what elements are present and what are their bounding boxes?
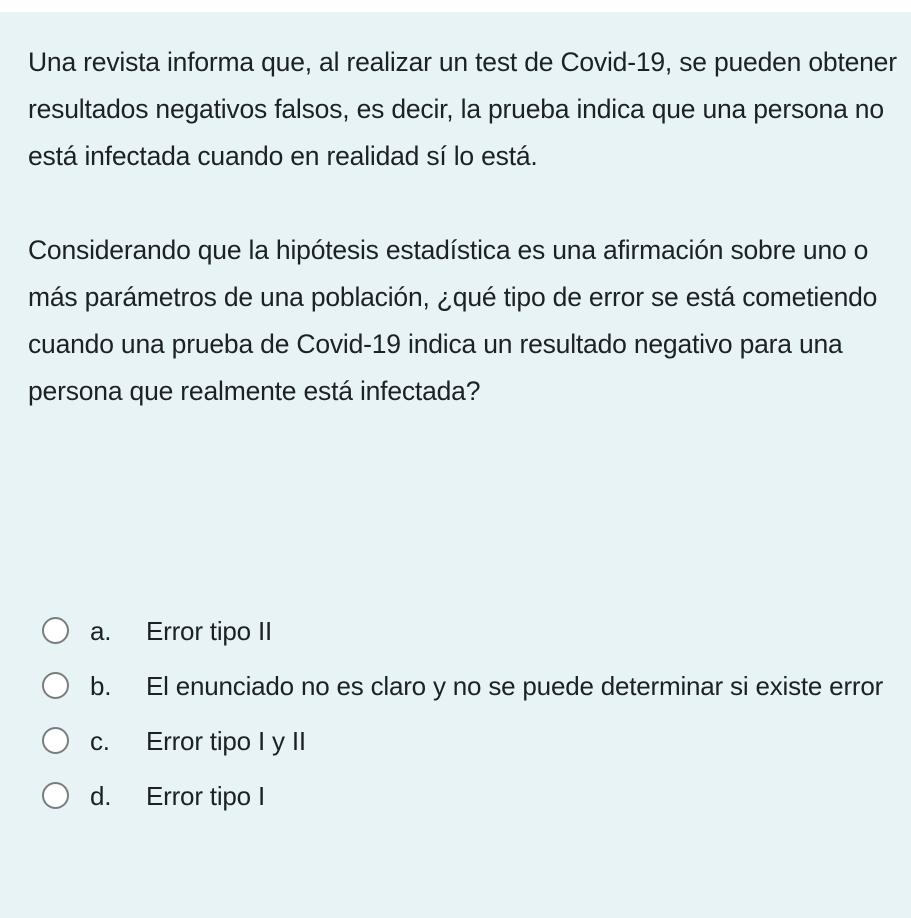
option-b[interactable]	[0, 663, 911, 710]
option-label[interactable]: Error tipo I	[146, 781, 265, 811]
question-paragraph-2: Considerando que la hipótesis estadística es una afirmación sobre uno o más parámetros de una población, ¿qué tipo de error se está cometiendo cuando una prueba de Covid-19 indica un resultado negativo para una persona que realmente está infectada?	[28, 235, 878, 406]
question-text	[28, 39, 908, 415]
question-card	[0, 12, 911, 918]
option-letter: a.	[90, 616, 112, 646]
question-paragraph-1: Una revista informa que, al realizar un test de Covid-19, se pueden obtener resultados negativos falsos, es decir, la prueba indica que una persona no está infectada cuando en realidad sí lo está.	[28, 47, 897, 171]
option-a[interactable]	[0, 608, 911, 655]
option-label[interactable]: Error tipo II	[146, 616, 272, 646]
option-label[interactable]: El enunciado no es claro y no se puede determinar si existe error	[146, 671, 884, 701]
option-c[interactable]	[0, 718, 911, 765]
radio-button-a[interactable]	[42, 617, 69, 644]
radio-button-b[interactable]	[42, 672, 69, 699]
option-label[interactable]: Error tipo I y II	[146, 726, 306, 756]
option-d[interactable]	[0, 773, 911, 820]
option-letter: d.	[90, 781, 112, 811]
radio-button-c[interactable]	[42, 727, 69, 754]
answer-options	[0, 608, 911, 828]
option-letter: b.	[90, 671, 112, 701]
option-letter: c.	[90, 726, 110, 756]
radio-button-d[interactable]	[42, 782, 69, 809]
